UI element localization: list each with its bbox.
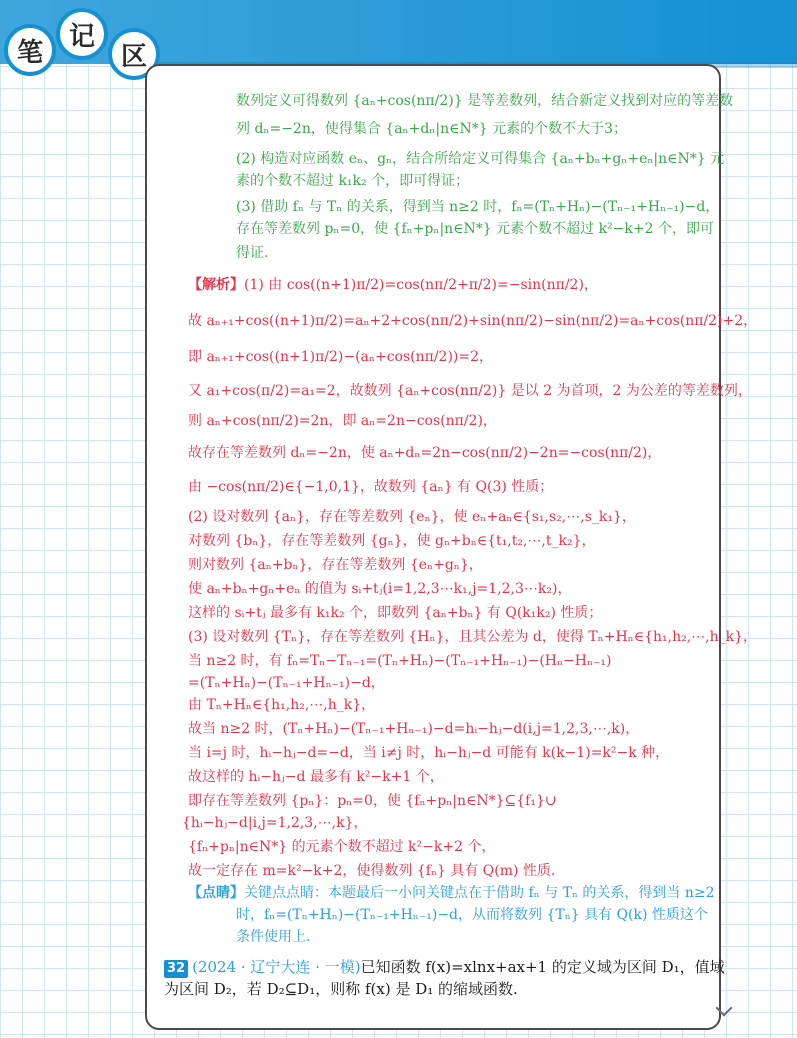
solution-line-6: 故存在等差数列 dₙ=−2n，使 aₙ+dₙ=2n−cos(nπ/2)−2n=−cos(nπ/2)， xyxy=(188,445,662,461)
solution-line-11: 使 aₙ+bₙ+gₙ+eₙ 的值为 sᵢ+tⱼ(i=1,2,3⋯k₁,j=1,2,3⋯k₂)， xyxy=(188,581,572,597)
problem-line-2: 为区间 D₂，若 D₂⊆D₁，则称 f(x) 是 D₁ 的缩域函数. xyxy=(164,980,518,998)
solution-line-23: 故一定存在 m=k²−k+2，使得数列 {fₙ} 具有 Q(m) 性质. xyxy=(188,863,556,879)
solution-line-5: 则 aₙ+cos(nπ/2)=2n，即 aₙ=2n−cos(nπ/2)， xyxy=(188,413,497,429)
solution-first-line: (1) 由 cos((n+1)π/2)=cos(nπ/2+π/2)=−sin(nπ/2)， xyxy=(244,277,598,293)
solution-line-21: {hᵢ−hⱼ−d|i,j=1,2,3,⋯,k}， xyxy=(182,815,368,831)
comment-line-2: 时，fₙ=(Tₙ+Hₙ)−(Tₙ₋₁+Hₙ₋₁)−d，从而将数列 {Tₙ} 具有 Q(k) 性质这个 xyxy=(236,907,708,923)
solution-line-20: 即存在等差数列 {pₙ}：pₙ=0，使 {fₙ+pₙ|n∈N*}⊆{f₁}∪ xyxy=(188,793,557,809)
solution-line-4: 又 a₁+cos(π/2)=a₁=2，故数列 {aₙ+cos(nπ/2)} 是以 2 为首项，2 为公差的等差数列， xyxy=(188,383,752,399)
header-char-1: 笔 xyxy=(4,24,56,76)
analysis-line-1: 数列定义可得数列 {aₙ+cos(nπ/2)} 是等差数列，结合新定义找到对应的等差数 xyxy=(236,93,734,109)
problem-line-1 xyxy=(164,958,725,978)
solution-line-10: 则对数列 {aₙ+bₙ}，存在等差数列 {eₙ+gₙ}， xyxy=(188,557,483,573)
problem-number: 32 xyxy=(164,960,188,978)
solution-line-18: 当 i=j 时，hᵢ−hⱼ−d=−d，当 i≠j 时，hᵢ−hⱼ−d 可能有 k(k−1)=k²−k 种， xyxy=(188,745,670,761)
solution-line-3: 即 aₙ₊₁+cos((n+1)π/2)−(aₙ+cos(nπ/2))=2， xyxy=(188,349,494,365)
solution-line-13: (3) 设对数列 {Tₙ}，存在等差数列 {Hₙ}，且其公差为 d，使得 Tₙ+Hₙ∈{h₁,h₂,⋯,h_k}， xyxy=(188,629,758,645)
analysis-line-2: 列 dₙ=−2n，使得集合 {aₙ+dₙ|n∈N*} 元素的个数不大于3； xyxy=(236,121,627,137)
solution-line-17: 故当 n≥2 时，(Tₙ+Hₙ)−(Tₙ₋₁+Hₙ₋₁)−d=hᵢ−hⱼ−d(i,j=1,2,3,⋯,k)， xyxy=(188,721,640,737)
analysis-line-6: 存在等差数列 pₙ=0，使 {fₙ+pₙ|n∈N*} 元素个数不超过 k²−k+2 个，即可 xyxy=(236,221,715,237)
analysis-line-4: 素的个数不超过 k₁k₂ 个，即可得证； xyxy=(236,173,470,189)
comment-line-3: 条件使用上. xyxy=(236,929,311,945)
problem-source: (2024 · 辽宁大连 · 一模) xyxy=(192,958,361,976)
solution-line-22: {fₙ+pₙ|n∈N*} 的元素个数不超过 k²−k+2 个， xyxy=(188,839,496,855)
solution-line-19: 故这样的 hᵢ−hⱼ−d 最多有 k²−k+1 个， xyxy=(188,769,444,785)
comment-tag: 【点睛】 xyxy=(188,885,244,901)
solution-line-8: (2) 设对数列 {aₙ}，存在等差数列 {eₙ}，使 eₙ+aₙ∈{s₁,s₂,⋯,s_k₁}， xyxy=(188,509,636,525)
comment-line-1 xyxy=(188,884,715,902)
analysis-line-3: (2) 构造对应函数 eₙ、gₙ，结合所给定义可得集合 {aₙ+bₙ+gₙ+eₙ|n∈N*} 元 xyxy=(236,151,725,167)
solution-line-15: =(Tₙ+Hₙ)−(Tₙ₋₁+Hₙ₋₁)−d， xyxy=(188,675,385,691)
solution-line-14: 当 n≥2 时，有 fₙ=Tₙ−Tₙ₋₁=(Tₙ+Hₙ)−(Tₙ₋₁+Hₙ₋₁)−(Hₙ−Hₙ₋₁) xyxy=(188,653,612,669)
comment-first-line: 关键点点睛：本题最后一小问关键点在于借助 fₙ 与 Tₙ 的关系，得到当 n≥2 xyxy=(244,885,715,901)
header-char-3: 区 xyxy=(108,28,160,80)
analysis-line-7: 得证. xyxy=(236,245,269,261)
solution-line-12: 这样的 sᵢ+tⱼ 最多有 k₁k₂ 个，即数列 {aₙ+bₙ} 有 Q(k₁k₂) 性质； xyxy=(188,605,603,621)
solution-tag: 【解析】 xyxy=(188,277,244,293)
solution-line-16: 由 Tₙ+Hₙ∈{h₁,h₂,⋯,h_k}， xyxy=(188,697,376,713)
solution-line-1 xyxy=(188,276,598,294)
analysis-line-5: (3) 借助 fₙ 与 Tₙ 的关系，得到当 n≥2 时，fₙ=(Tₙ+Hₙ)−(Tₙ₋₁+Hₙ₋₁)−d， xyxy=(236,199,720,215)
solution-line-2: 故 aₙ₊₁+cos((n+1)π/2)=aₙ+2+cos(nπ/2)+sin(nπ/2)−sin(nπ/2)=aₙ+cos(nπ/2)+2， xyxy=(188,313,758,329)
solution-line-7: 由 −cos(nπ/2)∈{−1,0,1}，故数列 {aₙ} 有 Q(3) 性质； xyxy=(188,479,554,495)
problem-text-1: 已知函数 f(x)=xlnx+ax+1 的定义域为区间 D₁，值域 xyxy=(360,958,725,976)
solution-line-9: 对数列 {bₙ}，存在等差数列 {gₙ}，使 gₙ+bₙ∈{t₁,t₂,⋯,t_k₂}， xyxy=(188,533,596,549)
header-char-2: 记 xyxy=(56,8,108,60)
